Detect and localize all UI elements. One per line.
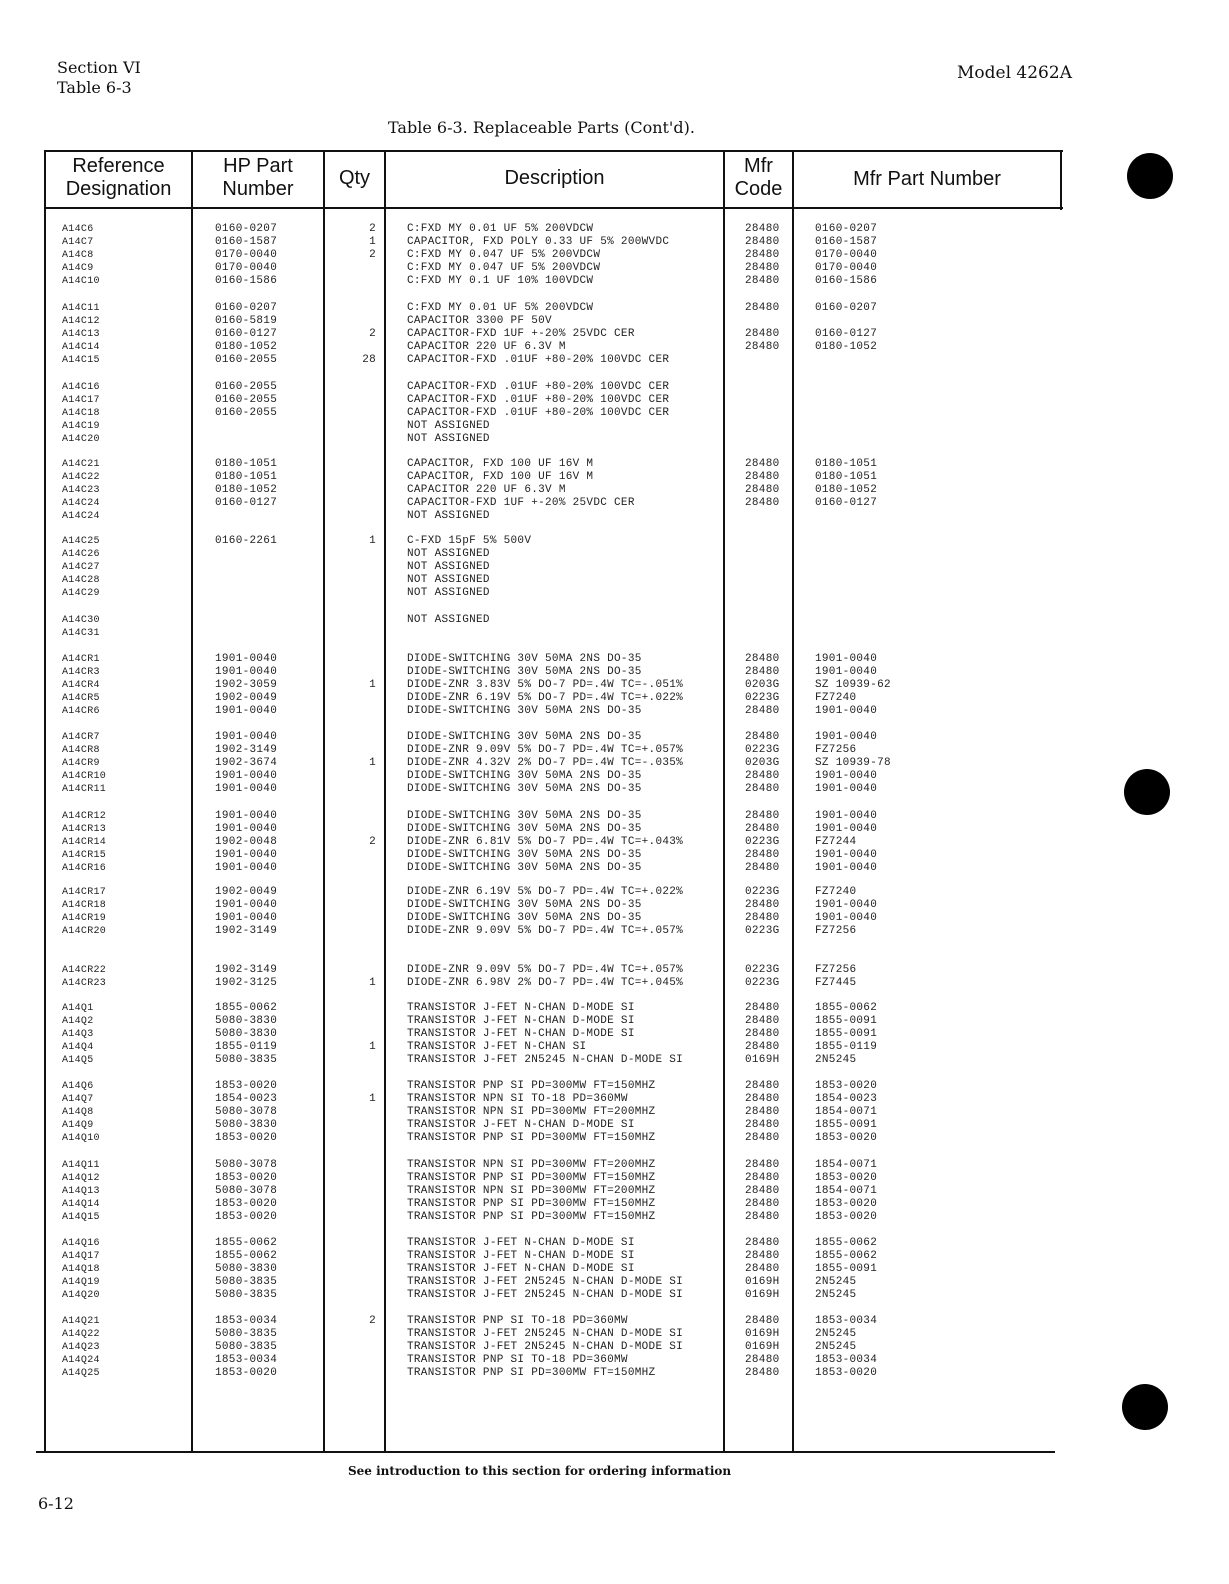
mfr-part-cell: 1855-0062 1855-0091 1855-0091 1855-0119 2N5245 [815, 1002, 878, 1066]
hp-part-cell: 1901-0040 1902-3149 1902-3674 1901-0040 1901-0040 [215, 731, 278, 795]
mfr-code-cell: 0223G 28480 28480 0223G [745, 886, 780, 937]
binder-hole [1124, 769, 1170, 815]
description-cell: DIODE-SWITCHING 30V 50MA 2NS DO-35 DIODE-ZNR 9.09V 5% DO-7 PD=.4W TC=+.057% DIODE-ZNR 4.32V 2% DO-7 PD=.4W TC=-.035% DIODE-SWITCHING 30V 50MA 2NS DO-35 DIODE-SWITCHING 30V 50MA 2NS DO-35 [407, 731, 684, 795]
reference-cell: A14Q11 A14Q12 A14Q13 A14Q14 A14Q15 [62, 1160, 100, 1223]
hp-part-cell: 1902-3149 1902-3125 [215, 964, 278, 989]
hp-part-cell: 0160-0207 0160-1587 0170-0040 0170-0040 0160-1586 [215, 223, 278, 287]
col-header-reference: Reference Designation [65, 155, 172, 200]
qty-cell: 2 [369, 836, 376, 848]
qty-cell: 2 28 [362, 328, 376, 366]
qty-cell: 2 1 2 [369, 223, 376, 261]
hp-part-cell: 0160-0207 0160-5819 0160-0127 0180-1052 0160-2055 [215, 302, 278, 366]
mfr-code-cell: 28480 0223G 0203G 28480 28480 [745, 731, 780, 795]
table-label: Table 6-3 [57, 78, 132, 97]
qty-cell: 1 [369, 679, 376, 691]
reference-cell: A14C16 A14C17 A14C18 A14C19 A14C20 [62, 382, 100, 445]
hp-part-cell: 1853-0034 5080-3835 5080-3835 1853-0034 1853-0020 [215, 1315, 278, 1379]
hp-part-cell: 1902-0049 1901-0040 1901-0040 1902-3149 [215, 886, 278, 937]
reference-cell: A14Q6 A14Q7 A14Q8 A14Q9 A14Q10 [62, 1081, 100, 1144]
section-header [57, 58, 141, 98]
binder-hole [1127, 153, 1173, 199]
table-title: Table 6-3. Replaceable Parts (Cont'd). [388, 118, 695, 137]
reference-cell: A14C21 A14C22 A14C23 A14C24 A14C24 [62, 459, 100, 522]
page-number: 6-12 [38, 1494, 74, 1513]
column-divider [1060, 150, 1062, 210]
reference-cell: A14Q21 A14Q22 A14Q23 A14Q24 A14Q25 [62, 1316, 100, 1379]
col-header-description: Description [504, 167, 605, 189]
column-divider [191, 150, 193, 1453]
column-divider [323, 150, 325, 1453]
section-label: Section VI [57, 58, 141, 77]
description-cell: TRANSISTOR NPN SI PD=300MW FT=200MHZ TRANSISTOR PNP SI PD=300MW FT=150MHZ TRANSISTOR NPN SI PD=300MW FT=200MHZ TRANSISTOR PNP SI PD=300MW FT=150MHZ TRANSISTOR PNP SI PD=300MW FT=150MHZ [407, 1159, 656, 1223]
col-header-hp-part: HP Part Number [222, 155, 294, 200]
reference-cell: A14Q1 A14Q2 A14Q3 A14Q4 A14Q5 [62, 1003, 94, 1066]
reference-cell: A14C25 A14C26 A14C27 A14C28 A14C29 [62, 536, 100, 599]
hp-part-cell: 0160-2055 0160-2055 0160-2055 [215, 381, 278, 419]
mfr-part-cell: FZ7256 FZ7445 [815, 964, 857, 989]
mfr-code-cell: 28480 0169H 0169H 28480 28480 [745, 1315, 780, 1379]
mfr-code-cell: 28480 28480 0203G 0223G 28480 [745, 653, 780, 717]
mfr-part-cell: 1901-0040 1901-0040 FZ7244 1901-0040 1901-0040 [815, 810, 878, 874]
column-divider [792, 150, 794, 1453]
col-header-mfr-code: Mfr Code [734, 155, 783, 200]
hp-part-cell: 1901-0040 1901-0040 1902-0048 1901-0040 1901-0040 [215, 810, 278, 874]
mfr-part-cell: 0160-0207 0160-1587 0170-0040 0170-0040 0160-1586 [815, 223, 878, 287]
description-cell: DIODE-ZNR 9.09V 5% DO-7 PD=.4W TC=+.057% DIODE-ZNR 6.98V 2% DO-7 PD=.4W TC=+.045% [407, 964, 684, 989]
mfr-part-cell: 0160-0207 0160-0127 0180-1052 [815, 302, 878, 353]
mfr-part-cell: 1853-0020 1854-0023 1854-0071 1855-0091 1853-0020 [815, 1080, 878, 1144]
mfr-part-cell: 1854-0071 1853-0020 1854-0071 1853-0020 1853-0020 [815, 1159, 878, 1223]
qty-cell: 2 [369, 1315, 376, 1327]
reference-cell: A14CR17 A14CR18 A14CR19 A14CR20 [62, 887, 107, 937]
hp-part-cell: 1855-0062 1855-0062 5080-3830 5080-3835 5080-3835 [215, 1237, 278, 1301]
table-bottom-border [36, 1451, 1055, 1453]
reference-cell: A14C30 A14C31 [62, 615, 100, 639]
mfr-code-cell: 28480 28480 28480 28480 28480 [745, 223, 780, 287]
description-cell: C:FXD MY 0.01 UF 5% 200VDCW CAPACITOR, FXD POLY 0.33 UF 5% 200WVDC C:FXD MY 0.047 UF 5% 200VDCW C:FXD MY 0.047 UF 5% 200VDCW C:FXD MY 0.1 UF 10% 100VDCW [407, 223, 670, 287]
hp-part-cell: 5080-3078 1853-0020 5080-3078 1853-0020 1853-0020 [215, 1159, 278, 1223]
qty-cell: 1 [369, 757, 376, 769]
mfr-part-cell: 1901-0040 FZ7256 SZ 10939-78 1901-0040 1901-0040 [815, 731, 891, 795]
description-cell: DIODE-SWITCHING 30V 50MA 2NS DO-35 DIODE-SWITCHING 30V 50MA 2NS DO-35 DIODE-ZNR 6.81V 5% DO-7 PD=.4W TC=+.043% DIODE-SWITCHING 30V 50MA 2NS DO-35 DIODE-SWITCHING 30V 50MA 2NS DO-35 [407, 810, 684, 874]
reference-cell: A14CR1 A14CR3 A14CR4 A14CR5 A14CR6 [62, 654, 100, 717]
mfr-code-cell: 28480 28480 28480 28480 [745, 458, 780, 509]
qty-cell: 1 [369, 1093, 376, 1105]
description-cell: DIODE-SWITCHING 30V 50MA 2NS DO-35 DIODE-SWITCHING 30V 50MA 2NS DO-35 DIODE-ZNR 3.83V 5% DO-7 PD=.4W TC=-.051% DIODE-ZNR 6.19V 5% DO-7 PD=.4W TC=+.022% DIODE-SWITCHING 30V 50MA 2NS DO-35 [407, 653, 684, 717]
reference-cell: A14CR12 A14CR13 A14CR14 A14CR15 A14CR16 [62, 811, 107, 874]
hp-part-cell: 0180-1051 0180-1051 0180-1052 0160-0127 [215, 458, 278, 509]
col-header-mfr-part: Mfr Part Number [853, 168, 1001, 190]
description-cell: CAPACITOR, FXD 100 UF 16V M CAPACITOR, FXD 100 UF 16V M CAPACITOR 220 UF 6.3V M CAPACITOR-FXD 1UF +-20% 25VDC CER NOT ASSIGNED [407, 458, 635, 522]
reference-cell: A14C11 A14C12 A14C13 A14C14 A14C15 [62, 303, 100, 366]
qty-cell: 1 [369, 977, 376, 989]
column-divider [44, 150, 46, 1453]
description-cell: NOT ASSIGNED [407, 614, 490, 626]
reference-cell: A14Q16 A14Q17 A14Q18 A14Q19 A14Q20 [62, 1238, 100, 1301]
qty-cell: 1 [369, 1041, 376, 1053]
mfr-code-cell: 28480 28480 28480 28480 28480 [745, 1080, 780, 1144]
mfr-part-cell: 1853-0034 2N5245 2N5245 1853-0034 1853-0020 [815, 1315, 878, 1379]
column-divider [384, 150, 386, 1453]
description-cell: TRANSISTOR J-FET N-CHAN D-MODE SI TRANSISTOR J-FET N-CHAN D-MODE SI TRANSISTOR J-FET N-CHAN D-MODE SI TRANSISTOR J-FET N-CHAN SI TRANSISTOR J-FET 2N5245 N-CHAN D-MODE SI [407, 1002, 684, 1066]
mfr-code-cell: 28480 28480 28480 0169H 0169H [745, 1237, 780, 1301]
mfr-code-cell: 28480 28480 28480 28480 28480 [745, 1159, 780, 1223]
description-cell: DIODE-ZNR 6.19V 5% DO-7 PD=.4W TC=+.022% DIODE-SWITCHING 30V 50MA 2NS DO-35 DIODE-SWITCHING 30V 50MA 2NS DO-35 DIODE-ZNR 9.09V 5% DO-7 PD=.4W TC=+.057% [407, 886, 684, 937]
mfr-code-cell: 0223G 0223G [745, 964, 780, 989]
description-cell: TRANSISTOR PNP SI TO-18 PD=360MW TRANSISTOR J-FET 2N5245 N-CHAN D-MODE SI TRANSISTOR J-FET 2N5245 N-CHAN D-MODE SI TRANSISTOR PNP SI TO-18 PD=360MW TRANSISTOR PNP SI PD=300MW FT=150MHZ [407, 1315, 684, 1379]
mfr-part-cell: 1901-0040 1901-0040 SZ 10939-62 FZ7240 1901-0040 [815, 653, 891, 717]
hp-part-cell: 1853-0020 1854-0023 5080-3078 5080-3830 1853-0020 [215, 1080, 278, 1144]
description-cell: TRANSISTOR PNP SI PD=300MW FT=150MHZ TRANSISTOR NPN SI TO-18 PD=360MW TRANSISTOR NPN SI PD=300MW FT=200MHZ TRANSISTOR J-FET N-CHAN D-MODE SI TRANSISTOR PNP SI PD=300MW FT=150MHZ [407, 1080, 656, 1144]
mfr-part-cell: FZ7240 1901-0040 1901-0040 FZ7256 [815, 886, 878, 937]
description-cell: C:FXD MY 0.01 UF 5% 200VDCW CAPACITOR 3300 PF 50V CAPACITOR-FXD 1UF +-20% 25VDC CER CAPACITOR 220 UF 6.3V M CAPACITOR-FXD .01UF +80-20% 100VDC CER [407, 302, 670, 366]
description-cell: C-FXD 15pF 5% 500V NOT ASSIGNED NOT ASSIGNED NOT ASSIGNED NOT ASSIGNED [407, 535, 532, 599]
hp-part-cell: 0160-2261 [215, 535, 278, 547]
description-cell: CAPACITOR-FXD .01UF +80-20% 100VDC CER CAPACITOR-FXD .01UF +80-20% 100VDC CER CAPACITOR-FXD .01UF +80-20% 100VDC CER NOT ASSIGNED NOT ASSIGNED [407, 381, 670, 445]
ordering-note: See introduction to this section for ordering information [348, 1464, 732, 1478]
mfr-part-cell: 0180-1051 0180-1051 0180-1052 0160-0127 [815, 458, 878, 509]
col-header-qty: Qty [338, 167, 371, 189]
reference-cell: A14CR22 A14CR23 [62, 965, 107, 989]
model-label: Model 4262A [957, 63, 1072, 83]
hp-part-cell: 1855-0062 5080-3830 5080-3830 1855-0119 5080-3835 [215, 1002, 278, 1066]
mfr-code-cell: 28480 28480 28480 [745, 302, 780, 353]
binder-hole [1122, 1384, 1168, 1430]
header-separator [46, 207, 1063, 209]
qty-cell: 1 [369, 535, 376, 547]
table-top-border [46, 150, 1063, 152]
mfr-code-cell: 28480 28480 28480 28480 0169H [745, 1002, 780, 1066]
mfr-code-cell: 28480 28480 0223G 28480 28480 [745, 810, 780, 874]
description-cell: TRANSISTOR J-FET N-CHAN D-MODE SI TRANSISTOR J-FET N-CHAN D-MODE SI TRANSISTOR J-FET N-CHAN D-MODE SI TRANSISTOR J-FET 2N5245 N-CHAN D-MODE SI TRANSISTOR J-FET 2N5245 N-CHAN D-MODE SI [407, 1237, 684, 1301]
mfr-part-cell: 1855-0062 1855-0062 1855-0091 2N5245 2N5245 [815, 1237, 878, 1301]
column-divider [723, 150, 725, 1453]
hp-part-cell: 1901-0040 1901-0040 1902-3059 1902-0049 1901-0040 [215, 653, 278, 717]
reference-cell: A14C6 A14C7 A14C8 A14C9 A14C10 [62, 224, 100, 287]
reference-cell: A14CR7 A14CR8 A14CR9 A14CR10 A14CR11 [62, 732, 107, 795]
